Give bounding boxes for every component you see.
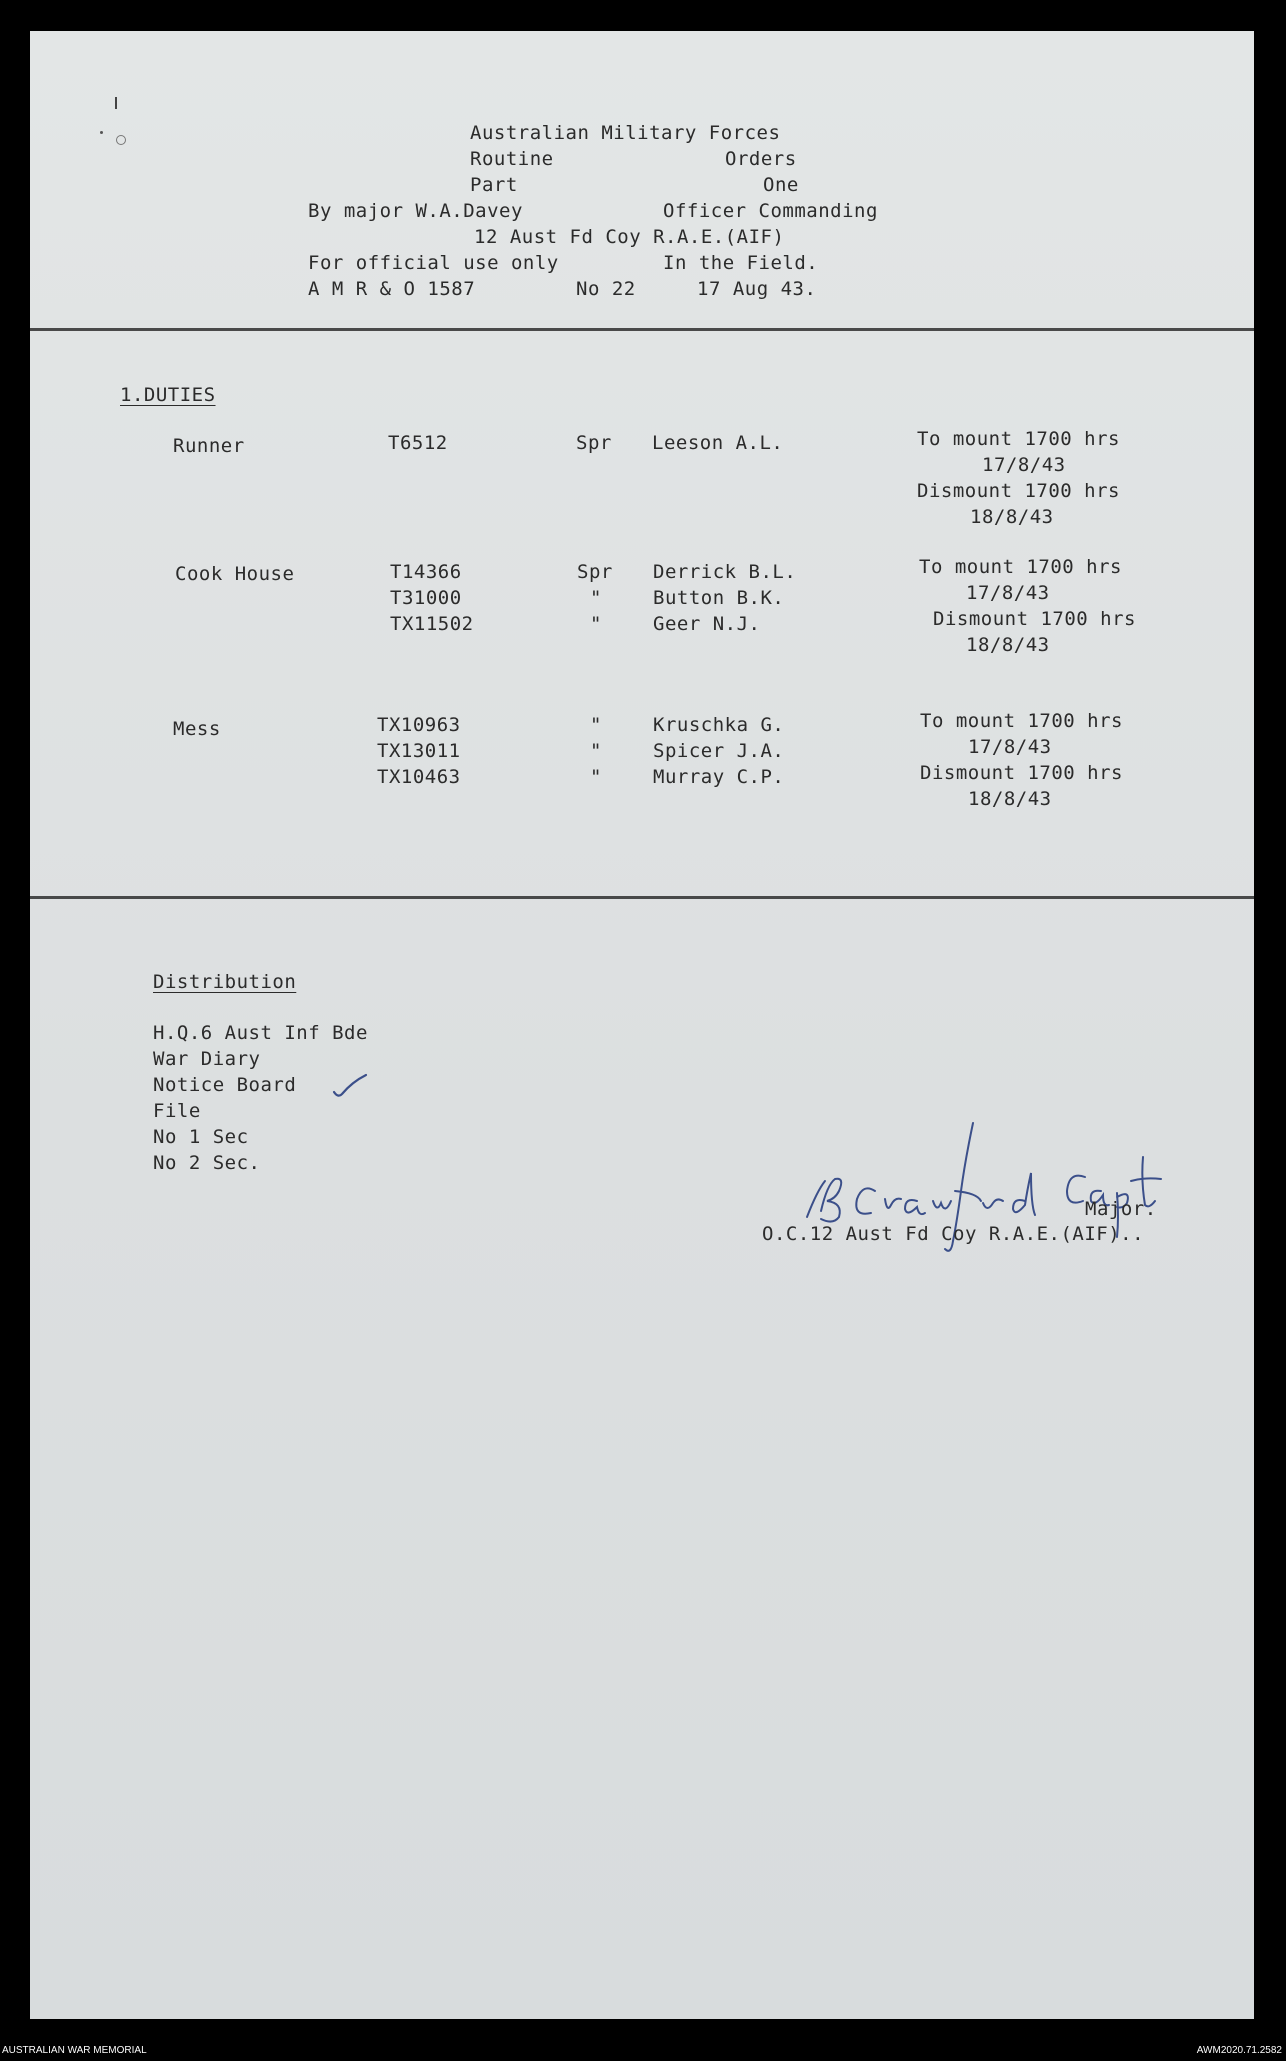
signature-rank: Major. (1085, 1198, 1157, 1220)
duty-label-mess: Mess (173, 718, 221, 740)
header-routine: Routine (470, 148, 554, 170)
header-part: Part (470, 174, 518, 196)
header-orders: Orders (725, 148, 797, 170)
duty-label-cookhouse: Cook House (175, 563, 295, 585)
distribution-item: No 2 Sec. (153, 1152, 261, 1174)
stray-mark (116, 135, 126, 145)
duty-rank: " (590, 740, 602, 762)
duty-name: Kruschka G. (653, 714, 785, 736)
duty-number: T14366 (390, 561, 462, 583)
duty-time: Dismount 1700 hrs (917, 480, 1120, 502)
duty-rank: Spr (577, 561, 613, 583)
duty-time: 17/8/43 (968, 736, 1052, 758)
duty-name: Leeson A.L. (652, 432, 784, 454)
duty-number: TX10463 (377, 766, 461, 788)
distribution-item: File (153, 1100, 201, 1122)
duty-number: T6512 (388, 432, 448, 454)
distribution-item: No 1 Sec (153, 1126, 249, 1148)
header-by: By major W.A.Davey (308, 200, 523, 222)
header-one: One (763, 174, 799, 196)
duty-time: 18/8/43 (970, 506, 1054, 528)
duty-time: Dismount 1700 hrs (933, 608, 1136, 630)
duty-name: Derrick B.L. (653, 561, 797, 583)
distribution-item: War Diary (153, 1048, 261, 1070)
duty-time: 17/8/43 (966, 582, 1050, 604)
check-mark-icon (330, 1072, 370, 1102)
header-title: Australian Military Forces (470, 122, 781, 144)
header-official: For official use only (308, 252, 559, 274)
distribution-title: Distribution (153, 971, 297, 993)
duty-name: Spicer J.A. (653, 740, 785, 762)
stray-mark (115, 97, 117, 109)
duty-label-runner: Runner (173, 435, 245, 457)
duty-rank: Spr (576, 432, 612, 454)
footer-reference: AWM2020.71.2582 (1196, 2045, 1282, 2056)
footer-credit: AUSTRALIAN WAR MEMORIAL (2, 2045, 147, 2056)
duty-rank: " (590, 613, 602, 635)
duty-name: Geer N.J. (653, 613, 761, 635)
header-unit: 12 Aust Fd Coy R.A.E.(AIF) (474, 226, 785, 248)
duty-rank: " (590, 714, 602, 736)
header-number: No 22 (576, 278, 636, 300)
header-field: In the Field. (663, 252, 819, 274)
duty-number: T31000 (390, 587, 462, 609)
distribution-item: Notice Board (153, 1074, 297, 1096)
duty-time: To mount 1700 hrs (919, 556, 1122, 578)
divider-bottom (30, 896, 1254, 899)
section-title: 1.DUTIES (120, 384, 216, 406)
distribution-item: H.Q.6 Aust Inf Bde (153, 1022, 368, 1044)
duty-time: 18/8/43 (966, 634, 1050, 656)
duty-name: Murray C.P. (653, 766, 785, 788)
signature-title: O.C.12 Aust Fd Coy R.A.E.(AIF).. (762, 1223, 1145, 1245)
duty-number: TX11502 (390, 613, 474, 635)
duty-time: To mount 1700 hrs (917, 428, 1120, 450)
header-date: 17 Aug 43. (697, 278, 817, 300)
duty-number: TX10963 (377, 714, 461, 736)
duty-time: 18/8/43 (968, 788, 1052, 810)
duty-time: To mount 1700 hrs (920, 710, 1123, 732)
duty-number: TX13011 (377, 740, 461, 762)
duty-rank: " (590, 766, 602, 788)
header-amr: A M R & O 1587 (308, 278, 476, 300)
duty-time: Dismount 1700 hrs (920, 762, 1123, 784)
stray-mark (100, 131, 103, 134)
document-page (30, 31, 1254, 2019)
duty-name: Button B.K. (653, 587, 785, 609)
header-officer: Officer Commanding (663, 200, 878, 222)
divider-top (30, 328, 1254, 331)
duty-rank: " (590, 587, 602, 609)
duty-time: 17/8/43 (982, 454, 1066, 476)
